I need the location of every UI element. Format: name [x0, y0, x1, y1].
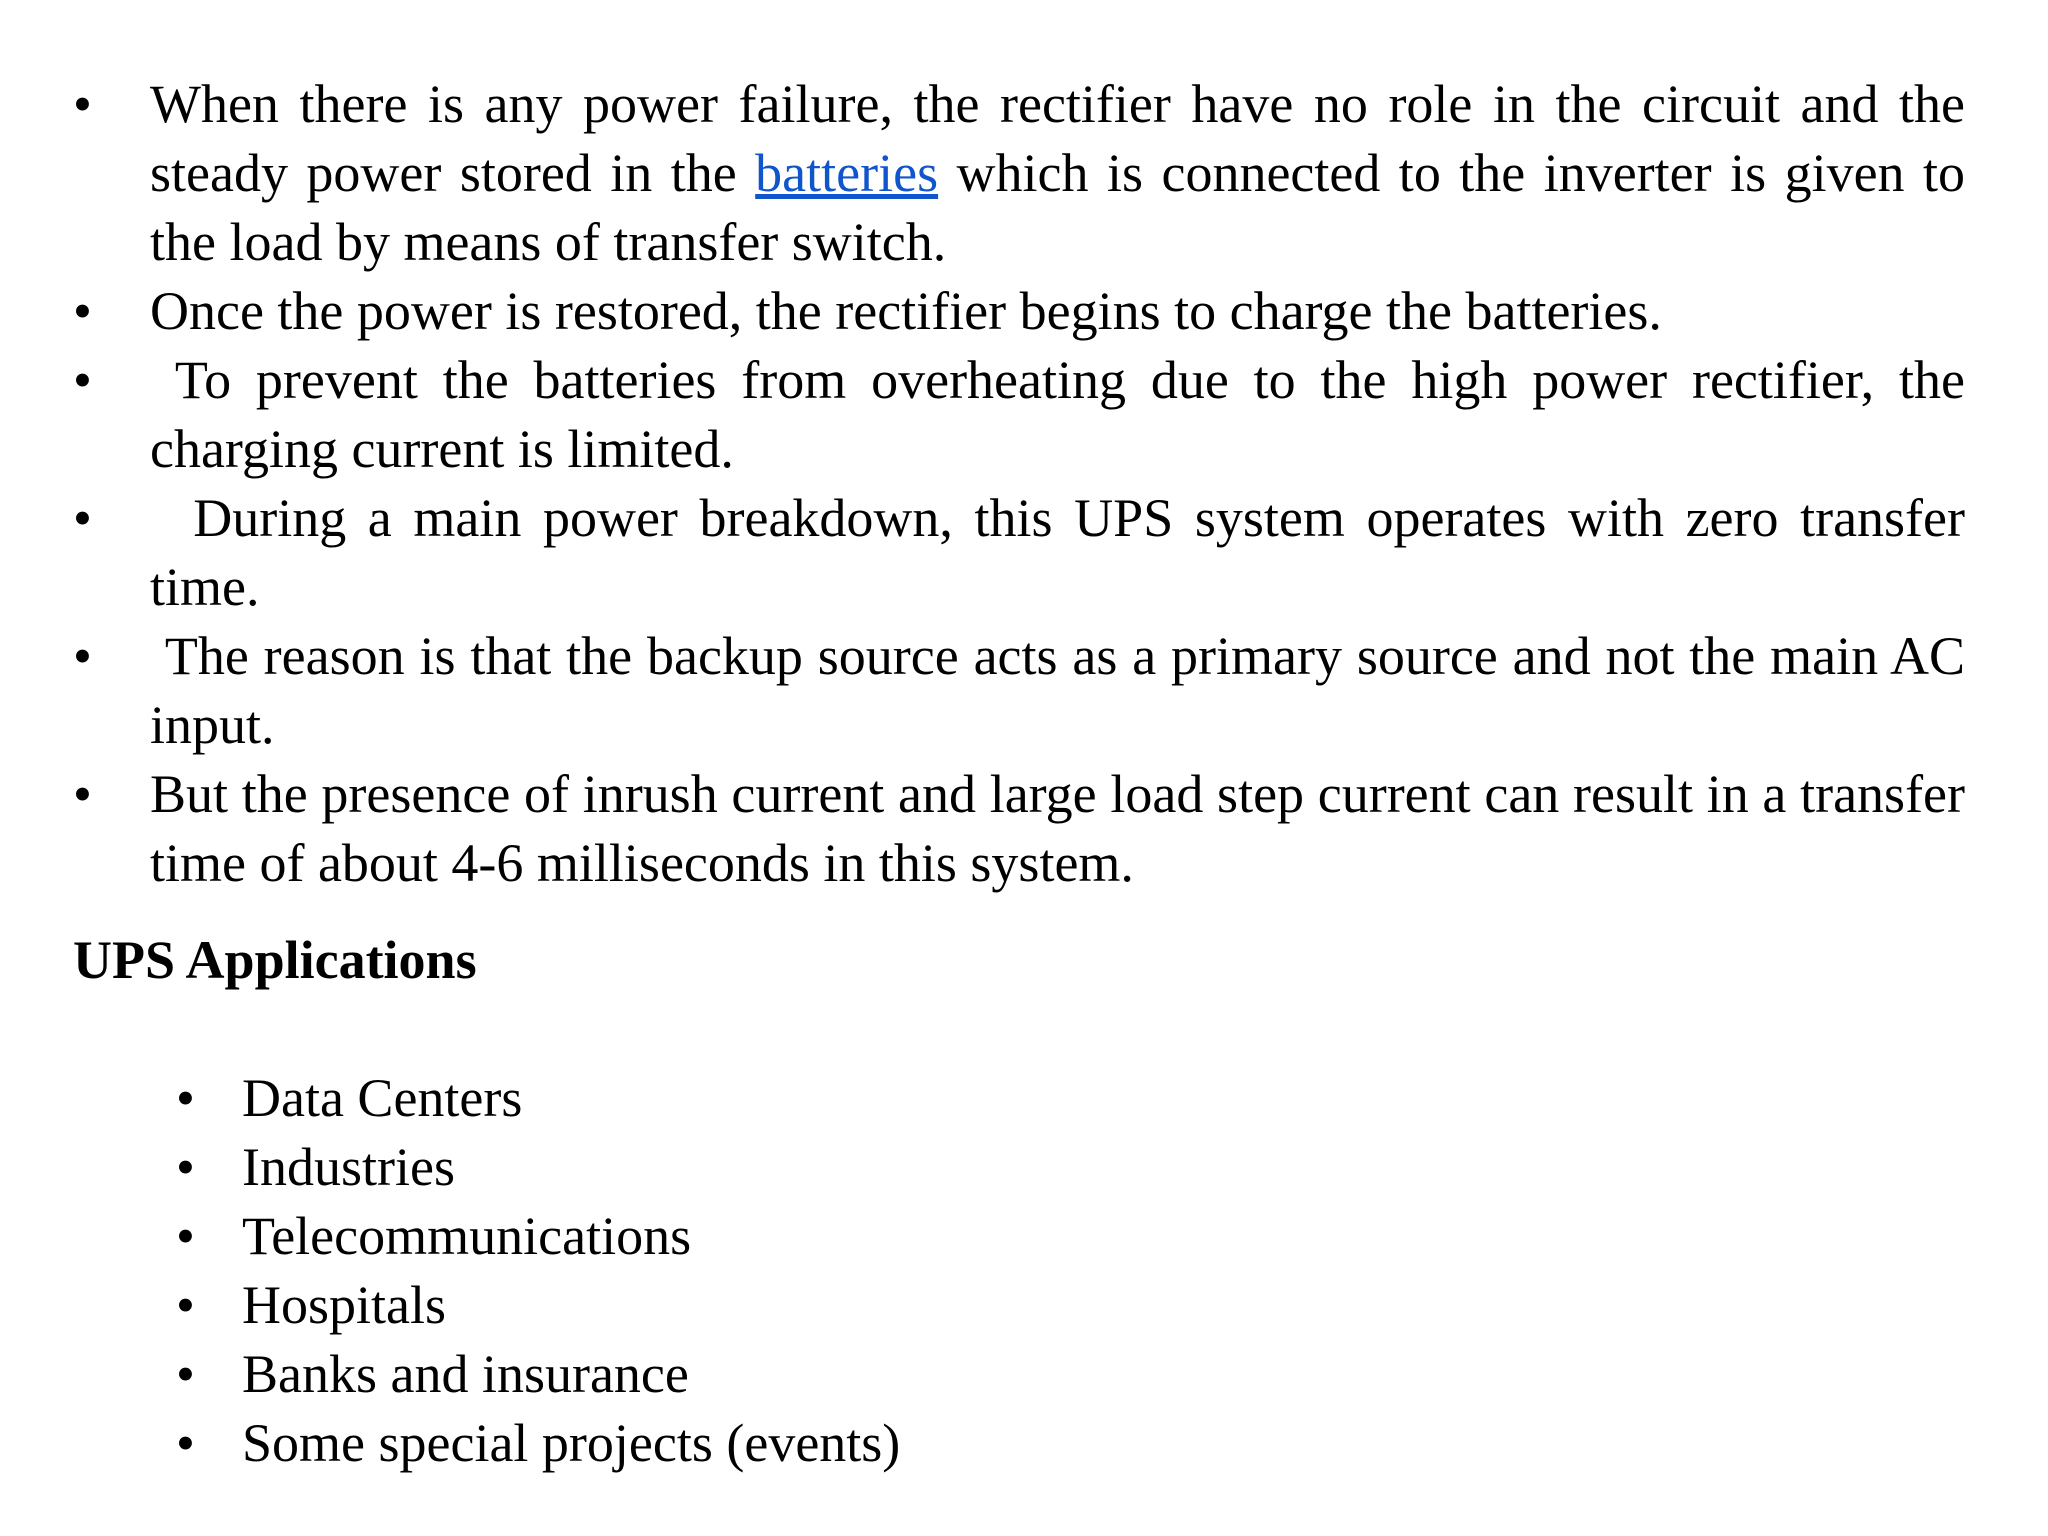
ups-applications-heading: UPS Applications	[73, 930, 477, 990]
paragraph-text: which is connected to the inverter is given to the load by means of transfer switch.	[150, 143, 1966, 272]
paragraph-text: During a main power breakdown, this UPS system operates with zero transfer time.	[150, 488, 1979, 617]
list-item	[73, 622, 1979, 760]
list-item	[176, 1202, 900, 1271]
bullet-icon: •	[73, 626, 92, 686]
paragraph-text: The reason is that the backup source acts as a primary source and not the main AC input.	[150, 626, 1979, 755]
ups-applications-list	[176, 1064, 900, 1478]
bullet-icon: •	[176, 1413, 195, 1473]
list-item	[73, 760, 1979, 898]
bullet-icon: •	[73, 281, 92, 341]
list-item	[73, 484, 1979, 622]
paragraph-text: When there is any power failure, the rectifier have no role in the circuit and the steady power stored in the	[150, 74, 1965, 203]
application-label: Data Centers	[242, 1068, 523, 1128]
list-item	[176, 1133, 900, 1202]
application-label: Banks and insurance	[242, 1344, 689, 1404]
list-item	[176, 1064, 900, 1133]
paragraph-text: To prevent the batteries from overheating due to the high power rectifier, the charging current is limited.	[150, 350, 1979, 479]
list-item	[176, 1409, 900, 1478]
ups-operation-bullet-list	[73, 70, 1979, 898]
application-label: Telecommunications	[242, 1206, 692, 1266]
bullet-icon: •	[176, 1344, 195, 1404]
bullet-icon: •	[176, 1137, 195, 1197]
list-item	[73, 346, 1979, 484]
paragraph-text: But the presence of inrush current and large load step current can result in a transfer time of about 4-6 milliseconds in this system.	[150, 764, 1979, 893]
list-item	[73, 277, 1965, 346]
bullet-icon: •	[73, 350, 92, 410]
application-label: Hospitals	[242, 1275, 447, 1335]
bullet-icon: •	[176, 1275, 195, 1335]
application-label: Industries	[242, 1137, 455, 1197]
bullet-icon: •	[73, 764, 92, 824]
batteries-link[interactable]: batteries	[755, 143, 939, 203]
bullet-icon: •	[73, 74, 92, 134]
list-item	[73, 70, 1965, 277]
bullet-icon: •	[73, 488, 92, 548]
paragraph-text: Once the power is restored, the rectifier begins to charge the batteries.	[150, 281, 1662, 341]
application-label: Some special projects (events)	[242, 1413, 901, 1473]
list-item	[176, 1340, 900, 1409]
bullet-icon: •	[176, 1206, 195, 1266]
list-item	[176, 1271, 900, 1340]
bullet-icon: •	[176, 1068, 195, 1128]
